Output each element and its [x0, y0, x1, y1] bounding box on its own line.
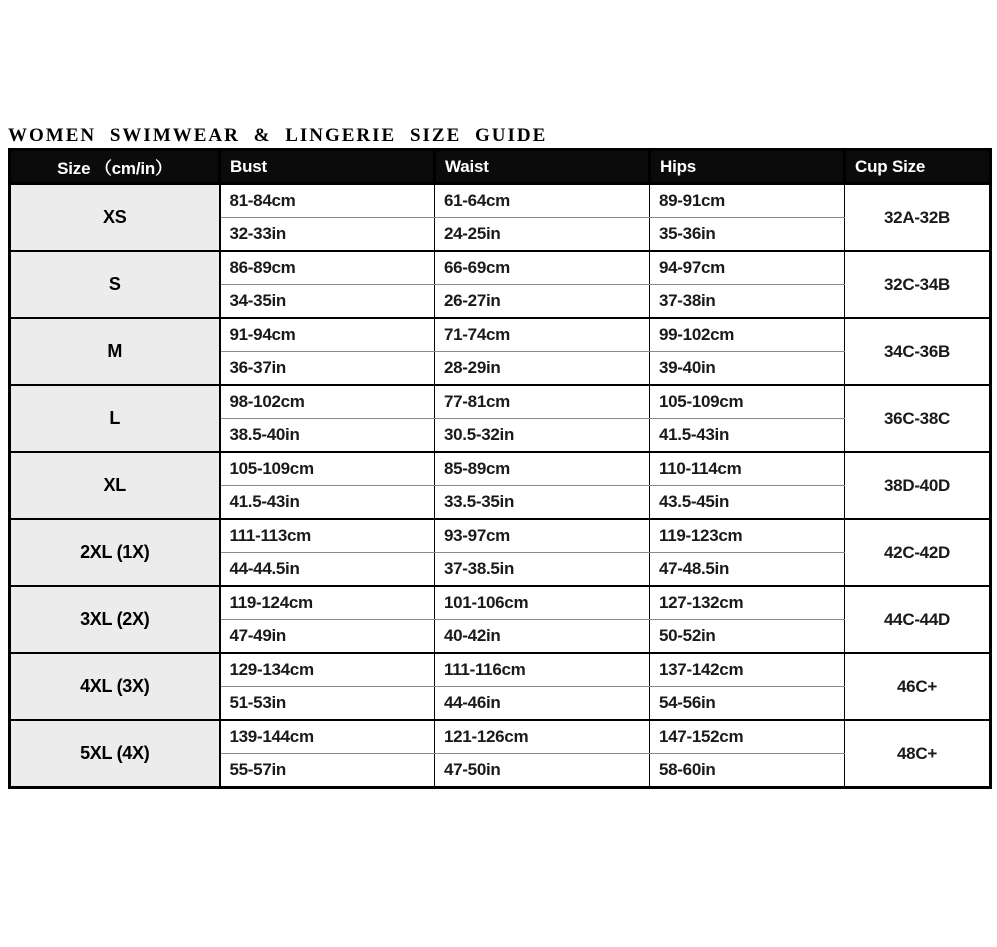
bust-in-value: 38.5-40in [220, 419, 435, 453]
bust-in-value: 41.5-43in [220, 486, 435, 520]
bust-cm-value: 91-94cm [220, 318, 435, 352]
cup-size-value: 36C-38C [845, 385, 991, 452]
hips-in-value: 37-38in [650, 285, 845, 319]
bust-in-value: 44-44.5in [220, 553, 435, 587]
waist-in-value: 37-38.5in [435, 553, 650, 587]
table-row [10, 251, 991, 285]
waist-in-value: 40-42in [435, 620, 650, 654]
bust-cm-value: 98-102cm [220, 385, 435, 419]
waist-in-value: 28-29in [435, 352, 650, 386]
hips-in-value: 50-52in [650, 620, 845, 654]
table-row [10, 452, 991, 486]
size-label: XL [10, 452, 220, 519]
bust-cm-value: 139-144cm [220, 720, 435, 754]
table-row [10, 720, 991, 754]
size-label: 2XL (1X) [10, 519, 220, 586]
waist-cm-value: 77-81cm [435, 385, 650, 419]
waist-cm-value: 71-74cm [435, 318, 650, 352]
waist-in-value: 47-50in [435, 754, 650, 788]
size-label: 5XL (4X) [10, 720, 220, 788]
column-header-bust: Bust [220, 150, 435, 184]
cup-size-value: 32A-32B [845, 184, 991, 252]
cup-size-value: 32C-34B [845, 251, 991, 318]
hips-cm-value: 89-91cm [650, 184, 845, 218]
table-row [10, 385, 991, 419]
bust-in-value: 47-49in [220, 620, 435, 654]
cup-size-value: 34C-36B [845, 318, 991, 385]
column-header-waist: Waist [435, 150, 650, 184]
cup-size-value: 48C+ [845, 720, 991, 788]
bust-in-value: 32-33in [220, 218, 435, 252]
hips-in-value: 39-40in [650, 352, 845, 386]
waist-cm-value: 121-126cm [435, 720, 650, 754]
column-header-hips: Hips [650, 150, 845, 184]
column-header-size: Size （cm/in） [10, 150, 220, 184]
bust-cm-value: 111-113cm [220, 519, 435, 553]
table-row [10, 519, 991, 553]
hips-cm-value: 127-132cm [650, 586, 845, 620]
waist-in-value: 24-25in [435, 218, 650, 252]
cup-size-value: 38D-40D [845, 452, 991, 519]
hips-cm-value: 105-109cm [650, 385, 845, 419]
size-label: M [10, 318, 220, 385]
waist-cm-value: 93-97cm [435, 519, 650, 553]
waist-cm-value: 66-69cm [435, 251, 650, 285]
waist-in-value: 26-27in [435, 285, 650, 319]
hips-in-value: 58-60in [650, 754, 845, 788]
table-row [10, 653, 991, 687]
column-header-cup-size: Cup Size [845, 150, 991, 184]
table-header-row [10, 150, 991, 184]
bust-in-value: 36-37in [220, 352, 435, 386]
hips-cm-value: 110-114cm [650, 452, 845, 486]
waist-cm-value: 61-64cm [435, 184, 650, 218]
waist-in-value: 44-46in [435, 687, 650, 721]
hips-cm-value: 94-97cm [650, 251, 845, 285]
size-label: L [10, 385, 220, 452]
bust-cm-value: 81-84cm [220, 184, 435, 218]
bust-cm-value: 129-134cm [220, 653, 435, 687]
cup-size-value: 44C-44D [845, 586, 991, 653]
hips-cm-value: 147-152cm [650, 720, 845, 754]
size-label: S [10, 251, 220, 318]
page-title: WOMEN SWIMWEAR & LINGERIE SIZE GUIDE [8, 125, 548, 146]
bust-cm-value: 105-109cm [220, 452, 435, 486]
bust-cm-value: 119-124cm [220, 586, 435, 620]
cup-size-value: 46C+ [845, 653, 991, 720]
hips-cm-value: 119-123cm [650, 519, 845, 553]
table-row [10, 586, 991, 620]
size-label: 4XL (3X) [10, 653, 220, 720]
hips-in-value: 41.5-43in [650, 419, 845, 453]
size-label: 3XL (2X) [10, 586, 220, 653]
waist-cm-value: 85-89cm [435, 452, 650, 486]
hips-in-value: 43.5-45in [650, 486, 845, 520]
waist-in-value: 33.5-35in [435, 486, 650, 520]
waist-cm-value: 111-116cm [435, 653, 650, 687]
hips-cm-value: 99-102cm [650, 318, 845, 352]
waist-in-value: 30.5-32in [435, 419, 650, 453]
hips-in-value: 35-36in [650, 218, 845, 252]
bust-in-value: 55-57in [220, 754, 435, 788]
waist-cm-value: 101-106cm [435, 586, 650, 620]
hips-in-value: 54-56in [650, 687, 845, 721]
size-guide-table [8, 148, 992, 789]
bust-in-value: 34-35in [220, 285, 435, 319]
hips-cm-value: 137-142cm [650, 653, 845, 687]
table-row [10, 318, 991, 352]
cup-size-value: 42C-42D [845, 519, 991, 586]
size-label: XS [10, 184, 220, 252]
bust-in-value: 51-53in [220, 687, 435, 721]
table-row [10, 184, 991, 218]
hips-in-value: 47-48.5in [650, 553, 845, 587]
bust-cm-value: 86-89cm [220, 251, 435, 285]
